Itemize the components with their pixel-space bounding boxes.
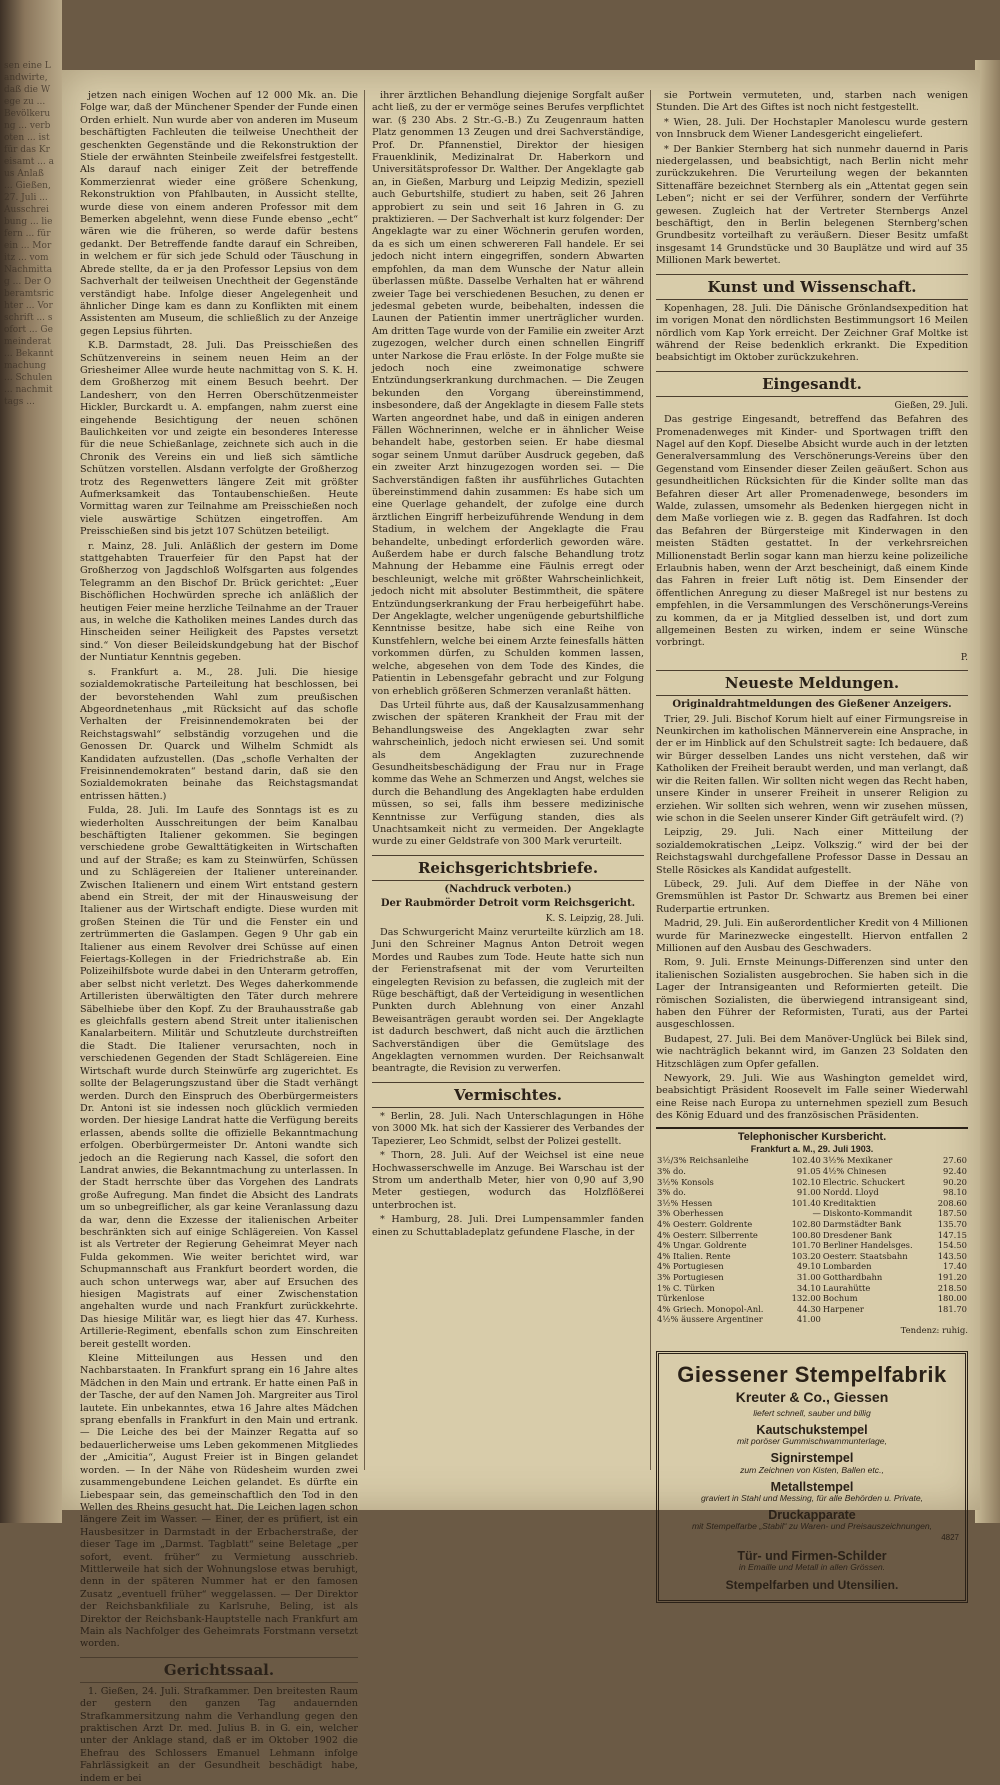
article-paragraph: * Hamburg, 28. Juli. Drei Lumpensammler fanden einen zu Schuttabladeplatz gefundene Flasche, in der (372, 1214, 644, 1238)
quote-row (656, 1314, 968, 1325)
column-3 (656, 90, 968, 1593)
article-subheading: Der Raubmörder Detroit vorm Reichsgericht. (380, 898, 636, 910)
article-paragraph: r. Mainz, 28. Juli. Anläßlich der gestern im Dome stattgehabten Trauerfeier für den Papst hat der Großherzog von Jagdschloß Wolfsgarten aus folgendes Telegramm an den Bischof Dr. Brück gerichtet: „Euer Bischöflichen Hochwürden spreche ich anläßlich der heutigen Feier meine herzliche Teilnahme an der Trauer aus, in welche die Katholiken meines Landes durch das Hinscheiden seiner Heiligkeit des Papstes versetzt sind.“ Von dieser Beileidskundgebung hat der Bischof der Nuntiatur Kenntnis gegeben. (80, 540, 358, 664)
stock-quotes (656, 1127, 968, 1338)
section-heading-vermischtes: Vermischtes. (372, 1082, 644, 1108)
article-paragraph: * Berlin, 28. Juli. Nach Unterschlagungen in Höhe von 3000 Mk. hat sich der Kassierer des Verbandes der Tapezierer, Leo Schmidt, selbst der Polizei gestellt. (372, 1110, 644, 1147)
quote-value: 27.60 (943, 1155, 967, 1166)
article-paragraph: Das Urteil führte aus, daß der Kausalzusammenhang zwischen der späteren Krankheit der Frau mit der Behandlungsweise des Angeklagten zwar sehr wahrscheinlich, jedoch nicht erwiesen sei. Und somit als dem Angeklagten zuzurechnende Gesundheitsbeschädigung der Frau nur in Frage komme das Wehe an Schmerzen und Angst, welches sie durch die Behandlung des Angeklagten habe erdulden müssen, so sei, falls ihm bessere medizinische Kenntnisse zur Verfügung standen, dies als Unachtsamkeit nicht zu vermeiden. Der Angeklagte wurde zu einer Geldstrafe von 300 Mark verurteilt. (372, 699, 644, 848)
article-paragraph: 1. Gießen, 24. Juli. Strafkammer. Den breitesten Raum der gestern den ganzen Tag andauernden Strafkammersitzung nahm die Verhandlung gegen den praktischen Arzt Dr. med. Julius B. in G. ein, welcher unter der Anklage stand, daß er im Oktober 1902 die Ehefrau des Schlossers Emanuel Lehmann infolge Fahrlässigkeit an der Gesundheit beschädigt habe, indem er bei (80, 1685, 358, 1784)
quote-value: 154.50 (937, 1240, 967, 1251)
dateline: Gießen, 29. Juli. (894, 400, 968, 411)
quote-value: 187.50 (937, 1208, 967, 1219)
quote-row (656, 1240, 968, 1251)
article-paragraph: K.B. Darmstadt, 28. Juli. Das Preisschießen des Schützenvereins in seinem neuen Heim an der Griesheimer Allee wurde heute nachmittag von S. K. H. dem Großherzog mit einem Besuch beehrt. Der Landesherr, von den Herren Oberschützenmeister Hickler, Burckardt u. A. empfangen, nahm zuerst eine eingehende Besichtigung der neuen schönen Baulichkeiten vor und zeigte ein besonderes Interesse für die neue Schießanlage, zeichnete sich auch in die Chronik des Vereins ein und ließ sich sämtliche Schützen vorstellen. Alsdann verfolgte der Großherzog trotz des Regenwetters längere Zeit mit größter Aufmerksamkeit das Tontaubenschießen. Heute Vormittag waren zur Teilnahme am Preisschießen noch viele auswärtige Schützen eingetroffen. Am Preisschießen sind bis jetzt 107 Schützen beteiligt. (80, 340, 358, 538)
ad-product-desc: mit poröser Gummischwammunterlage, (737, 1436, 887, 1447)
article-paragraph: s. Frankfurt a. M., 28. Juli. Die hiesige sozialdemokratische Parteileitung hat beschlossen, bei der bevorstehenden Wahl zum preußischen Abgeordnetenhaus „mit Rücksicht auf das schofle Verhalten der Freisinnendemokraten bei der Reichstagswahl“ selbständig vorzugehen und die Genossen Dr. Quarck und Wilhelm Schmidt als Kandidaten aufzustellen. (Das „schofle Verhalten der Freisinnendemokraten“ bestand darin, daß sie den Sozialdemokraten beinahe das Reichstagsmandat entrissen hätten.) (80, 666, 358, 802)
quote-name: 3% do. (657, 1187, 686, 1198)
quote-name: Berliner Handelsges. (822, 1240, 913, 1251)
quote-value: 191.20 (937, 1272, 967, 1282)
ad-product: Metallstempel (770, 1479, 854, 1494)
quote-name: 4% Griech. Monopol-Anl. (657, 1303, 764, 1314)
quote-name: Electric. Schuckert (822, 1176, 905, 1187)
quotes-title: Telephonischer Kursbericht. (737, 1130, 887, 1143)
news-item: Rom, 9. Juli. Ernste Meinungs-Differenzen sind unter den italienischen Sozialisten ausgebrochen. Sie haben sich in die Lager der Intransigeanten und Reformierten geteilt. Die römischen Sozialisten, die überwiegend intransigeant sind, haben den Führer der Reformisten, Turati, aus der Partei ausgeschlossen. (656, 957, 968, 1031)
ad-product: Signirstempel (770, 1451, 854, 1466)
quote-value: 44.30 (796, 1303, 821, 1314)
quote-value: 100.80 (791, 1229, 821, 1240)
advertisement (656, 1351, 968, 1602)
article-paragraph: sie Portwein vermuteten, und, starben nach wenigen Stunden. Die Art des Giftes ist noch nicht festgestellt. (656, 90, 968, 114)
quote-row (656, 1155, 968, 1166)
quote-value (931, 1314, 968, 1325)
ad-product: Tür- und Firmen-Schilder (737, 1548, 887, 1563)
quote-value: 102.40 (791, 1155, 821, 1166)
column-1 (80, 90, 358, 1784)
article-paragraph: ihrer ärztlichen Behandlung diejenige Sorgfalt außer acht ließ, zu der er vermöge seines Berufes verpflichtet war. (§ 230 Abs. 2 Str.-G.-B.) Zu Zeugenraum hatten Platz genommen 13 Zeugen und drei Sachverständige, Prof. Dr. Pfannenstiel, Direktor der hiesigen Frauenklinik, Medizinalrat Dr. Haberkorn und Universitätsprofessor Dr. Walther. Der Angeklagte gab an, in Gießen, Marburg und Leipzig Medizin, speziell auch Geburtshilfe, studiert zu haben, seit 26 Jahren approbiert zu sein und seit 16 Jahren in G. zu praktizieren. — Der Sachverhalt ist kurz folgender: Der Angeklagte war zu einer Wöchnerin gerufen worden, da es sich um einen schwereren Fall handele. Er sei jedoch nicht intern eingegriffen, sondern Abwarten empfohlen, da man dem Wunsche der Natur allein überlassen müßte. Dasselbe Verhalten hat er während zweier Tage bei verschiedenen Besuchen, zu denen er jedesmal gebeten wurde, beibehalten, indessen die Launen der Patientin immer unerträglicher wurden. Am dritten Tage wurde von der Familie ein zweiter Arzt zugezogen, welcher durch einen schnellen Eingriff unter Narkose die Frau erlöste. In der Folge mußte sie jedoch noch eine zweimonatige schwere Entzündungserkrankung durchmachen. — Die Zeugen bekunden den Vorgang übereinstimmend, insbesondere, daß der Angeklagte in diesem Falle stets Warten angeordnet habe, und daß in einigen anderen Fällen Wöchnerinnen, welche er in ähnlicher Weise behandelt habe, gestorben seien. Er habe diesmal sogar seinem Unmut darüber Ausdruck gegeben, daß ein zweiter Arzt hinzugezogen worden sei. — Die Sachverständigen faßten ihr ausführliches Gutachten übereinstimmend dahin zusammen: Es habe sich um eine Querlage gehandelt, der zufolge eine durch ärztlichen Eingriff herbeizuführende Wendung in dem Stadium, in welchem der Angeklagte die Frau behandelte, unbedingt erforderlich geworden wäre. Außerdem habe er durch falsche Behandlung trotz Mahnung der Hebamme eine Fäulnis erregt oder beschleunigt, welche mit größter Wahrscheinlichkeit, jedoch nicht mit absoluter Bestimmtheit, die spätere Entzündungserkrankung der Frau herbeigeführt habe. Der Angeklagte, welcher ungenügende geburtshilfliche Kenntnisse besitze, habe sich eine Reihe von Kunstfehlern, welche bei einem Arzte feinesfalls hätten vorkommen dürfen, zu Schulden kommen lassen, welche, abgesehen von dem Tode des Kindes, die Patientin in Lebensgefahr gebracht und zur Folgung von erheblich größeren Schmerzen veranlaßt hätten. (372, 90, 644, 697)
quote-value: 91.05 (796, 1166, 821, 1177)
article-paragraph: Das Schwurgericht Mainz verurteilte kürzlich am 18. Juni den Schreiner Magnus Anton Detroit wegen Mordes und Raubes zum Tode. Heute hatte sich nun der Ferienstrafsenat mit der vom Verurteilten eingelegten Revision zu befassen, die zugleich mit der Rüge beschäftigt, daß der Verteidigung in wesentlichen Punkten durch Ablehnung von einer Anzahl Beweisanträgen geraubt worden sei. Der Angeklagte ist dadurch beschwert, daß nicht auch die ärztlichen Sachverständigen über die Gemütslage des Angeklagten vernommen wurden. Der Reichsanwalt beantragte, die Revision zu verwerfen. (372, 927, 644, 1075)
quote-row (656, 1261, 968, 1272)
quote-value: 143.50 (937, 1250, 967, 1261)
quote-value: 98.10 (943, 1187, 967, 1198)
ad-title: Giessener Stempelfabrik (677, 1362, 947, 1388)
quote-name: Türkenlose (657, 1293, 705, 1304)
quote-value: 102.80 (791, 1219, 821, 1230)
news-item: Madrid, 29. Juli. Ein außerordentlicher Kredit von 4 Millionen wurde für Marinezwecke eingestellt. Hiervon entfallen 2 Millionen auf den Ausbau des Geschwaders. (656, 918, 968, 954)
quote-value: 34.10 (796, 1282, 821, 1293)
news-item: Leipzig, 29. Juli. Nach einer Mitteilung der sozialdemokratischen „Leipz. Volkszig.“ wird der bei der Reichstagswahl durchgefallene Professor Dasse in Dessau an Stelle Rösickes als Kandidat aufgestellt. (656, 827, 968, 876)
quote-name: 3½% Konsols (657, 1176, 714, 1187)
article-subheading: Originaldrahtmeldungen des Gießener Anzeigers. (672, 699, 952, 711)
quote-name: 3½% Hessen (657, 1197, 713, 1208)
quote-name: Diskonto-Kommandit (822, 1208, 913, 1219)
section-heading-reichsgerichtsbriefe: Reichsgerichtsbriefe. (372, 855, 644, 881)
quote-name: 4% Ungar. Goldrente (657, 1240, 747, 1251)
quote-name: Nordd. Lloyd (822, 1187, 879, 1198)
section-heading-eingesandt: Eingesandt. (656, 371, 968, 397)
quote-row (656, 1251, 968, 1262)
quote-value: 103.20 (791, 1250, 821, 1261)
quote-name: Lombarden (822, 1261, 872, 1272)
ad-firm: Kreuter & Co., Giessen (735, 1389, 889, 1406)
column-rule (650, 90, 651, 1470)
article-paragraph: Kleine Mitteilungen aus Hessen und den Nachbarstaaten. In Frankfurt sprang ein 16 Jahre altes Mädchen in den Main und ertrank. Er hatte einen Paß in der Tasche, der auf den Namen Joh. Margreiter aus Tirol lautete. Ein unbekanntes, etwa 16 Jahre altes Mädchen sprang ebenfalls in Frankfurt in den Main und ertrank. — Die Leiche des bei der Mainzer Regatta auf so bedauerlicherweise ums Leben gekommenen Mitgliedes der „Amicitia“, August Freier ist in Bingen gelandet worden. — In der Nähe von Rüdesheim wurden zwei zusammengebundene Leichen gelandet. Es dürfte ein Liebespaar sein, das gemeinschaftlich den Tod in den Wellen des Rheins gesucht hat. Die Leichen lagen schon längere Zeit im Wasser. — Einer, der es prüfiert, ist ein Hausbesitzer in Darmstadt in der Erbacherstraße, der dieser Tage im „Darmst. Tagblatt“ seine Beletage „per sofort, event. früher“ zu Vermietung ausschrieb. Mittlerweile hat sich der Wohnungslose etwas beruhigt, denn in der späteren Nummer hat er den famosen Zusatz „eventuell früher“ weggelassen. — Der Direktor der Reichsbankfiliale zu Karlsruhe, Beling, ist als Direktor der Reichsbank-Hauptstelle nach Frankfurt am Main als Nachfolger des Geheimrats Forstmann versetzt worden. (80, 1353, 358, 1650)
news-item: Lübeck, 29. Juli. Auf dem Dieffee in der Nähe von Gremsmühlen ist Pastor Dr. Schwartz aus Bremen bei einer Ruderpartie ertrunken. (656, 878, 968, 915)
quote-value: 101.70 (791, 1240, 821, 1251)
quote-name: 3% Portugiesen (657, 1272, 724, 1282)
quote-name: Dresdener Bank (822, 1229, 892, 1240)
quote-name: 4½% äussere Argentiner (657, 1314, 763, 1325)
quotes-date: Frankfurt a. M., 29. Juli 1903. (750, 1144, 874, 1155)
news-item: Trier, 29. Juli. Bischof Korum hielt auf einer Firmungsreise in Neunkirchen im katholischen Männerverein eine Ansprache, in der er im Hinblick auf den Schulstreit sagte: Ich bedauere, daß wir Bürger desselben Landes uns nicht verstehen, daß wir Katholiken der Freiheit beraubt werden, und man verlangt, daß wir die Reiten fallen. Wir sollten nicht wegen das Recht haben, unsere Kinder in unserer Freiheit in unserer Religion zu erziehen. Wir sollten sich wehren, wenn wir zusehen müssen, wie schon in die Seelen unserer Kinder Gift geträufelt wird. (?) (656, 713, 968, 824)
ad-product-desc: zum Zeichnen von Kisten, Ballen etc., (740, 1464, 884, 1475)
quote-row (656, 1198, 968, 1209)
quote-name: 3½% Mexikaner (822, 1155, 893, 1166)
quote-row (656, 1219, 968, 1230)
quote-value: 180.00 (937, 1293, 967, 1304)
article-paragraph: Fulda, 28. Juli. Im Laufe des Sonntags ist es zu wiederholten Ausschreitungen der beim Kanalbau beschäftigten Italiener gekommen. Sie begingen verschiedene grobe Gewalttätigkeiten in Wirtschaften und auf der Straße; es kam zu Steinwürfen, Schüssen und zu Schlägereien der Italiener untereinander. Zwischen Italienern und einem Wirt entstand gestern abend ein Streit, der mit der Hinausweisung der Italiener aus der Wirtschaft endigte. Diese wurden mit großen Steinen die Tür und die Fenster ein und zertrümmerten die Gaslampen. Gegen 9 Uhr gab ein Italiener aus einem Revolver drei Schüsse auf einen Feiertags-Kollegen in der Friedrichstraße ab. Ein Polizeihilfsbote wurde dabei in den Unterarm getroffen, aber selbst nicht verletzt. Des Weges daherkommende Artilleristen überwältigten den Täter durch mehrere Säbelhiebe über den Kopf. Zu der Brauhausstraße gab es gleichfalls gestern abend Streit unter italienischen Kanalarbeitern. Militär und Schutzleute durchstreiften die Stadt. Die Italiener verursachten, noch in verschiedenen Gegenden der Stadt Schlägereien. Eine Wirtschaft wurde durch Steinwürfe arg zugerichtet. Es sollte der Belagerungszustand über die Stadt verhängt werden. Durch den Einspruch des Oberbürgermeisters Dr. Antoni ist sie indessen noch glücklich vermieden worden. Der hiesige Landrat hatte die Verfügung bereits erlassen, abends sollte die offizielle Bekanntmachung erfolgen. Oberbürgermeister Dr. Antoni wandte sich jedoch an die Regierung nach Kassel, die sofort den Landrat anwies, die Bekanntmachung zu unterlassen. In der Stadt herrschte über das Vorgehen des Landrats große Aufregung. Man findet die Absicht des Landrats um so unbegreiflicher, als gar keine Veranlassung dazu da war, denn die Exzesse der italienischen Arbeiter beschränkten sich auf einige Schlägereien. Von Kassel ist als Vertreter der Regierung Geheimrat Meyer nach Fulda gekommen. Wie weiter berichtet wird, war Schupmannschaft aus Frankfurt beordert worden, die auch schon unterwegs war, aber auf Ersuchen des hiesigen Magistrats auf einer Zwischenstation angehalten wurde und nach Frankfurt zurückkehrte. Das hiesige Militär war, es liegt hier das 47. Kurhess. Artillerie-Regiment, ebenfalls schon zum Einschreiten bereit gestellt worden. (80, 805, 358, 1350)
quote-value: — (812, 1208, 821, 1219)
column-rule (364, 90, 365, 1470)
signature: P. (960, 652, 968, 663)
book-gutter (0, 0, 62, 1523)
section-heading-gerichtssaal: Gerichtssaal. (80, 1657, 358, 1683)
article-paragraph: * Wien, 28. Juli. Der Hochstapler Manolescu wurde gestern von Innsbruck dem Wiener Landesgericht eingeliefert. (656, 116, 968, 141)
ad-footer: Stempelfarben und Utensilien. (725, 1578, 899, 1593)
quotes-tendency: Tendenz: ruhig. (900, 1325, 968, 1336)
ad-product-desc: mit Stempelfarbe „Stabil“ zu Waren- und Preisauszeichnungen, (691, 1521, 933, 1532)
quote-value: 49.10 (796, 1261, 821, 1272)
quote-value: 101.40 (791, 1197, 821, 1208)
quote-row (656, 1283, 968, 1294)
quote-name: Bochum (822, 1293, 858, 1304)
quote-name: Darmstädter Bank (822, 1219, 902, 1230)
dateline: K. S. Leipzig, 28. Juli. (545, 913, 644, 924)
quote-value: 31.00 (796, 1272, 821, 1282)
quote-value: 135.70 (937, 1219, 967, 1230)
article-paragraph: * Thorn, 28. Juli. Auf der Weichsel ist eine neue Hochwasserschwelle im Anzuge. Bei Warschau ist der Strom um anderthalb Meter, hier von 0,90 auf 3,90 Meter gestiegen, wodurch das Holzflößerei unterbrochen ist. (372, 1150, 644, 1211)
quote-row (656, 1293, 968, 1304)
ad-number: 4827 (941, 1533, 959, 1543)
quote-name: Kreditaktien (822, 1197, 876, 1208)
quote-name: 3% Oberhessen (657, 1208, 724, 1219)
ad-product-desc: in Emaille und Metall in allen Grössen. (738, 1562, 886, 1573)
article-paragraph: * Der Bankier Sternberg hat sich nunmehr dauernd in Paris niedergelassen, und beabsichtigt, nach Berlin nicht mehr zurückzukehren. Die Verurteilung wegen der bekannten Sittenaffäre bezeichnet Sternberg als ein „Attentat gegen sein Leben“; nicht er sei der Verführer, sondern der Verführte gewesen. Zugleich hat der Vertreter Sternbergs Anzel beschäftigt, den in Berlin belegenen Sternberg'schen Grundbesitz vorteilhaft zu veräußern. Dieser Besitz umfaßt insgesamt 14 Grundstücke und 30 Bauplätze und wird auf 35 Millionen Mark bewertet. (656, 143, 968, 267)
quote-name: 3½/3% Reichsanleihe (657, 1155, 749, 1166)
quote-value: 41.00 (796, 1314, 821, 1325)
quote-name: 1% C. Türken (657, 1282, 715, 1293)
quote-name: 4½% Chinesen (822, 1166, 887, 1177)
quote-value: 17.40 (943, 1261, 967, 1272)
quote-value: 90.20 (943, 1176, 967, 1187)
quote-value: 102.10 (791, 1176, 821, 1187)
quote-row (656, 1208, 968, 1219)
quote-value: 147.15 (937, 1229, 967, 1240)
news-item: Budapest, 27. Juli. Bei dem Manöver-Unglück bei Bilek sind, wie nachträglich bekannt wird, im Ganzen 23 Soldaten den Hitzschlägen zum Opfer gefallen. (656, 1033, 968, 1070)
quote-name (822, 1314, 931, 1325)
ad-product: Druckapparate (768, 1508, 856, 1522)
quote-name: 4% Portugiesen (657, 1261, 724, 1272)
quotes-table (656, 1155, 968, 1325)
quote-value: 91.00 (796, 1187, 821, 1198)
quote-row (656, 1304, 968, 1315)
quote-row (656, 1230, 968, 1241)
column-2 (372, 90, 644, 1490)
article-paragraph: Das gestrige Eingesandt, betreffend das Befahren des Promenadenweges mit Kinder- und Sportwagen trifft den Nagel auf den Kopf. Dieselbe Absicht wurde auch in der letzten Generalversammlung des Verschönerungs-Vereins über den Gegenstand vom Einsender dieser Zeilen geäußert. Schon aus gesundheitlichen Rücksichten für die Kinder sollte man das Befahren dieser Art aller Promenadenwege, besonders im Walde, zulassen, umsomehr als Bedenken hiergegen nicht in dem Maße vorliegen wie z. B. gegen das Radfahren. Ist doch das Befahren der Bürgersteige mit Kinderwagen in den meisten Städten gestattet. In der verkehrsreichen Millionenstadt Berlin sogar kann man hierzu keine polizeiliche Erlaubnis haben, wenn der Arzt bescheinigt, daß einem Kinde das Fahren in freier Luft nötig ist. Dem Einsender der öffentlichen Anregung zu dieser Maßregel ist nur bestens zu empfehlen, in die Versammlungen des Verschönerungs-Vereins zu kommen, da er ja Mitglied desselben ist, und dort zum allgemeinen Besten zu wirken, indem er seine Wünsche vorbringt. (656, 414, 968, 649)
quote-row (656, 1272, 968, 1283)
quote-value: 181.70 (937, 1303, 967, 1314)
quote-name: Gotthardbahn (822, 1272, 883, 1282)
quote-name: 4% Oesterr. Silberrente (657, 1229, 758, 1240)
quote-value: 92.40 (943, 1166, 967, 1177)
quote-row (656, 1166, 968, 1177)
quote-row (656, 1177, 968, 1188)
newspaper-page (62, 70, 980, 1784)
quote-value: 208.60 (937, 1197, 967, 1208)
ad-product: Kautschukstempel (756, 1422, 868, 1437)
reprint-notice: (Nachdruck verboten.) (444, 883, 572, 895)
article-paragraph: Kopenhagen, 28. Juli. Die Dänische Grönlandsexpedition hat im vorigen Monat den nördlichsten Bestimmungsort 16 Meilen nördlich vom Kap York erreicht. Der Zeichner Graf Moltke ist während der Reise bedenklich erkrankt. Die Expedition beabsichtigt im Oktober zurückzukehren. (656, 302, 968, 364)
facing-page-text: sen eine Landwirte, daß die Wege zu ... Bevölkerung ... verboten ... ist für das Kreisamt ... aus Anlaß ... Gießen, 27. Juli ... Ausschreibung ... liefern ... für ein ... Moritz ... vom Nachmittag ... Der Oberamtsrichter ... Vorschrift ... sofort ... Gemeinderat ... Bekanntmachung ... Schulen ... nachmittags ... (4, 61, 55, 407)
quote-name: 4% Oesterr. Goldrente (657, 1219, 753, 1230)
quote-row (656, 1187, 968, 1198)
ad-product-desc: graviert in Stahl und Messing, für alle Behörden u. Private, (700, 1493, 924, 1503)
news-item: Newyork, 29. Juli. Wie aus Washington gemeldet wird, beabsichtigt Präsident Roosevelt im Falle seiner Wiederwahl eine Reise nach Europa zu unternehmen speziell zum Besuch des König Eduard und des französischen Präsidenten. (656, 1073, 968, 1122)
ad-line: liefert schnell, sauber und billig (753, 1407, 871, 1418)
section-heading-neueste-meldungen: Neueste Meldungen. (656, 670, 968, 696)
article-paragraph: jetzen nach einigen Wochen auf 12 000 Mk. an. Die Folge war, daß der Münchener Spender der Funde einen Orden erhielt. Nun wurde aber von anderen im Museum beschäftigten Fachleuten die teilweise Unechtheit der geschenkten Gegenstände und die Rekonstruktion der Stiele der erwähnten Steinbeile zweifelsfrei festgestellt. Als darauf nach einiger Zeit der betreffende Kommerzienrat wieder eine größere Schenkung, Rekonstruktion von Pfahlbauten, in Aussicht stellte, wurde diese von einem anderen Professor mit dem Bemerken abgelehnt, wenn diese Funde ebenso „echt“ wären wie die früheren, so werde dafür bestens gedankt. Der Betreffende fandte darauf ein Schreiben, in welchem er für sich jede Schuld oder Täuschung in Abrede stellte, da er ja den Professor Lepsius von dem Sachverhalt der teilweisen Unechtheit der Gegenstände verständigt habe. Infolge dieser Angelegenheit und ähnlicher Dinge kam es dann zu Konflikten mit einem Assistenten am Museum, die schließlich zu der Anzeige gegen Lepsius führten. (80, 90, 358, 337)
quote-value: 218.50 (937, 1282, 967, 1293)
quote-name: 3% do. (657, 1166, 686, 1177)
section-heading-kunst: Kunst und Wissenschaft. (656, 274, 968, 300)
quote-value: 132.00 (791, 1293, 821, 1304)
quote-name: Laurahütte (822, 1282, 871, 1293)
quote-name: Harpener (822, 1303, 864, 1314)
quote-name: 4% Italien. Rente (657, 1250, 731, 1261)
quote-name: Oesterr. Staatsbahn (822, 1250, 908, 1261)
